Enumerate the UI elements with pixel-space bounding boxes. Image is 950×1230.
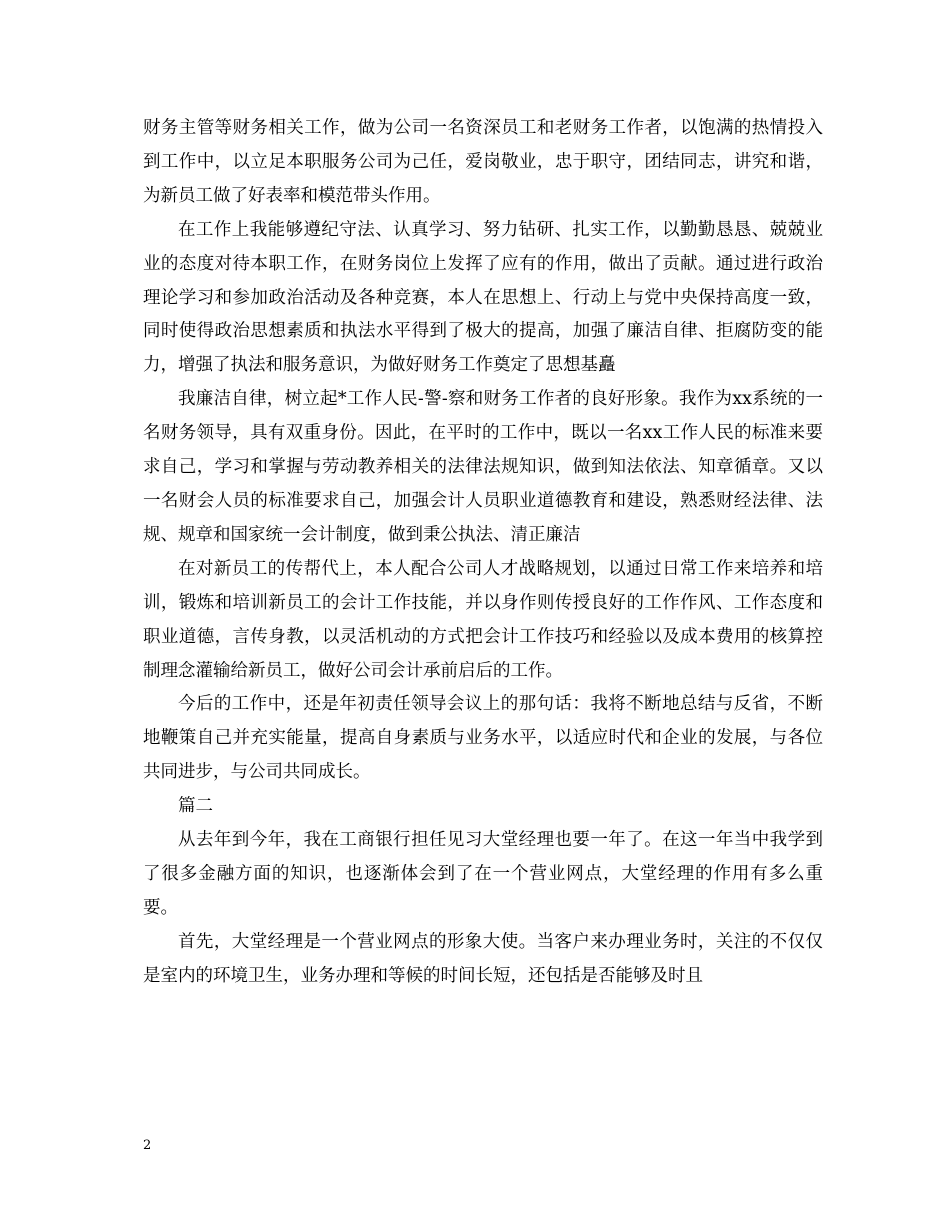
paragraph: 从去年到今年，我在工商银行担任见习大堂经理也要一年了。在这一年当中我学到了很多金融方面的知识，也逐渐体会到了在一个营业网点，大堂经理的作用有多么重要。 <box>143 830 823 918</box>
paragraph: 财务主管等财务相关工作，做为公司一名资深员工和老财务工作者，以饱满的热情投入到工作中，以立足本职服务公司为己任，爱岗敬业，忠于职守，团结同志，讲究和谐，为新员工做了好表率和模范带头作用。 <box>143 118 823 206</box>
paragraph: 我廉洁自律，树立起*工作人民-警-察和财务工作者的良好形象。我作为xx系统的一名财务领导，具有双重身份。因此，在平时的工作中，既以一名xx工作人民的标准来要求自己，学习和掌握与劳动教养相关的法律法规知识，做到知法依法、知章循章。又以一名财会人员的标准要求自己，加强会计人员职业道德教育和建设，熟悉财经法律、法规、规章和国家统一会计制度，做到秉公执法、清正廉洁 <box>143 389 823 545</box>
paragraph: 在对新员工的传帮代上，本人配合公司人才战略规划，以通过日常工作来培养和培训，锻炼和培训新员工的会计工作技能，并以身作则传授良好的工作作风、工作态度和职业道德，言传身教，以灵活机动的方式把会计工作技巧和经验以及成本费用的核算控制理念灌输给新员工，做好公司会计承前启后的工作。 <box>143 558 823 681</box>
page-number: 2 <box>143 1138 152 1153</box>
paragraph: 首先，大堂经理是一个营业网点的形象大使。当客户来办理业务时，关注的不仅仅是室内的环境卫生，业务办理和等候的时间长短，还包括是否能够及时且 <box>143 931 823 986</box>
paragraph: 在工作上我能够遵纪守法、认真学习、努力钻研、扎实工作，以勤勤恳恳、兢兢业业的态度对待本职工作，在财务岗位上发挥了应有的作用，做出了贡献。通过进行政治理论学习和参加政治活动及各种竞赛，本人在思想上、行动上与党中央保持高度一致，同时使得政治思想素质和执法水平得到了极大的提高，加强了廉洁自律、拒腐防变的能力，增强了执法和服务意识，为做好财务工作奠定了思想基矗 <box>143 219 823 376</box>
document-body <box>143 112 823 994</box>
section-heading: 篇二 <box>178 796 213 817</box>
paragraph: 今后的工作中，还是年初责任领导会议上的那句话：我将不断地总结与反省，不断地鞭策自己并充实能量，提高自身素质与业务水平，以适应时代和企业的发展，与各位共同进步，与公司共同成长。 <box>143 694 823 783</box>
